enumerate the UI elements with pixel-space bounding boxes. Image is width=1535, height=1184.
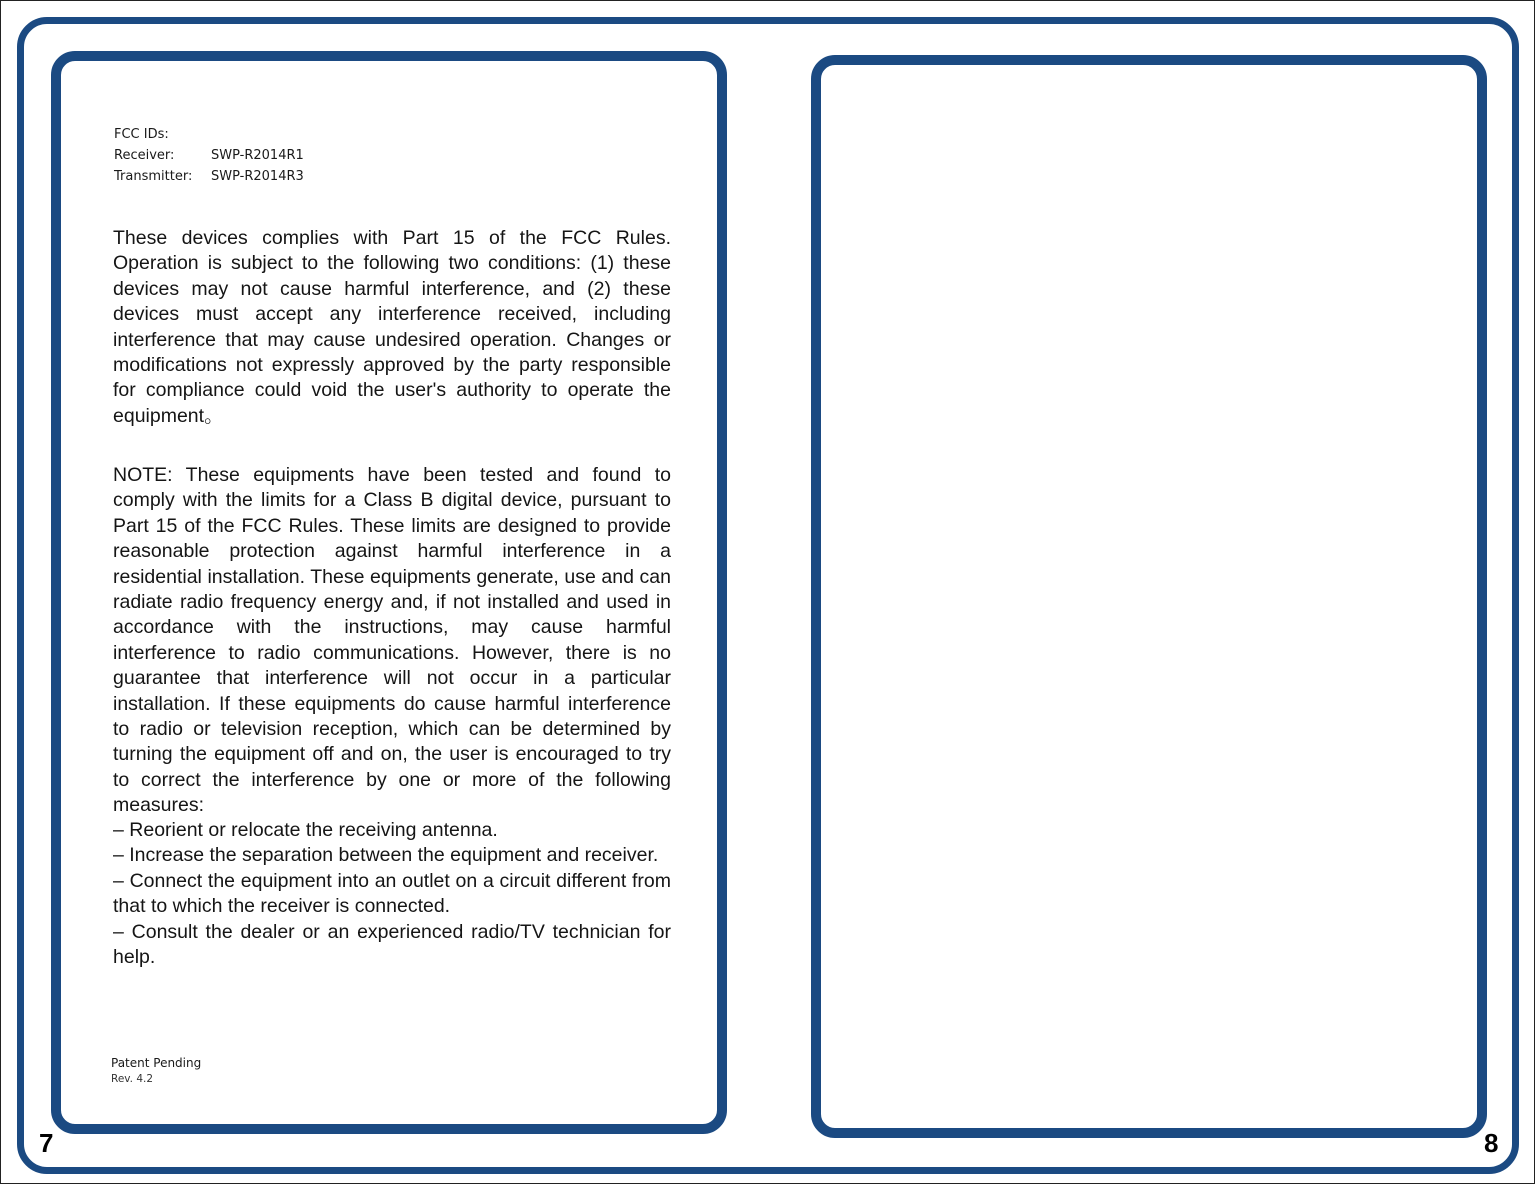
footer-note <box>111 1055 201 1088</box>
receiver-label: Receiver: <box>114 148 175 163</box>
page-right-panel <box>811 55 1487 1138</box>
measure-item: – Increase the separation between the equipment and receiver. <box>113 844 659 867</box>
compliance-paragraph: These devices complies with Part 15 of the FCC Rules. Operation is subject to the following two conditions: (1) these devices may not cause harmful interference, and (2) these devices must accept any interference received, including interference that may cause undesired operation. Changes or modifications not expressly approved by the party responsible for compliance could void the user's authority to operate the equipment。 <box>113 227 671 427</box>
fcc-ids-block <box>114 124 304 187</box>
page-number-right: 8 <box>1484 1128 1499 1158</box>
transmitter-row <box>114 166 304 187</box>
transmitter-id: SWP-R2014R3 <box>211 169 304 184</box>
measure-item: – Consult the dealer or an experienced radio/TV technician for help. <box>113 920 671 969</box>
transmitter-label: Transmitter: <box>114 169 193 184</box>
measures-list <box>113 818 671 970</box>
note-paragraph: NOTE: These equipments have been tested and found to comply with the limits for a Class B digital device, pursuant to Part 15 of the FCC Rules. These limits are designed to provide reasonable protection against harmful interference in a residential installation. These equipments generate, use and can radiate radio frequency energy and, if not installed and used in accordance with the instructions, may cause harmful interference to radio communications. However, there is no guarantee that interference will not occur in a particular installation. If these equipments do cause harmful interference to radio or television reception, which can be determined by turning the equipment off and on, the user is encouraged to try to correct the interference by one or more of the following measures: <box>113 464 671 817</box>
fcc-ids-heading-row <box>114 124 304 145</box>
measure-item: – Reorient or relocate the receiving antenna. <box>113 819 498 841</box>
patent-pending-text: Patent Pending <box>111 1056 202 1070</box>
revision-text: Rev. 4.2 <box>111 1073 154 1085</box>
receiver-id: SWP-R2014R1 <box>211 148 304 163</box>
receiver-row <box>114 145 304 166</box>
fcc-ids-heading: FCC IDs: <box>114 127 169 142</box>
measure-item: – Connect the equipment into an outlet on a circuit different from that to which the receiver is connected. <box>113 869 671 918</box>
page-number-left: 7 <box>39 1128 54 1158</box>
